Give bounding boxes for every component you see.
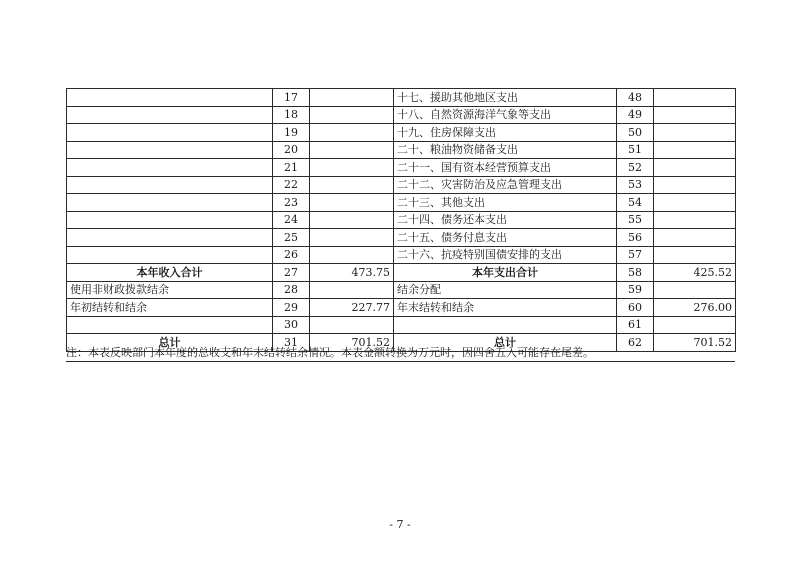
expense-row-number-cell: 61 [617, 316, 654, 334]
income-row-number-cell: 20 [273, 141, 310, 159]
expense-item-cell [394, 316, 617, 334]
income-item-cell [67, 106, 273, 124]
table-row [67, 229, 736, 247]
expense-row-number-cell: 51 [617, 141, 654, 159]
income-item-cell [67, 124, 273, 142]
income-item-cell [67, 211, 273, 229]
expense-item-cell: 二十六、抗疫特别国债安排的支出 [394, 246, 617, 264]
expense-item-cell: 二十三、其他支出 [394, 194, 617, 212]
income-item-cell [67, 316, 273, 334]
income-row-number-cell: 24 [273, 211, 310, 229]
expense-item-cell: 本年支出合计 [394, 264, 617, 282]
income-amount-cell [310, 229, 394, 247]
expense-item-cell: 二十、粮油物资储备支出 [394, 141, 617, 159]
expense-item-cell: 十九、住房保障支出 [394, 124, 617, 142]
table-row [67, 176, 736, 194]
table-row [67, 194, 736, 212]
income-item-cell [67, 89, 273, 107]
income-row-number-cell: 18 [273, 106, 310, 124]
expense-amount-cell [654, 246, 736, 264]
expense-amount-cell [654, 211, 736, 229]
expense-row-number-cell: 55 [617, 211, 654, 229]
income-amount-cell [310, 211, 394, 229]
income-item-cell: 年初结转和结余 [67, 299, 273, 317]
table-row [67, 316, 736, 334]
income-row-number-cell: 31 [273, 334, 310, 352]
expense-row-number-cell: 59 [617, 281, 654, 299]
expense-item-cell: 二十二、灾害防治及应急管理支出 [394, 176, 617, 194]
income-expense-table [66, 88, 736, 352]
income-amount-cell: 701.52 [310, 334, 394, 352]
income-amount-cell: 227.77 [310, 299, 394, 317]
expense-amount-cell [654, 124, 736, 142]
income-amount-cell [310, 141, 394, 159]
income-item-cell: 本年收入合计 [67, 264, 273, 282]
income-row-number-cell: 17 [273, 89, 310, 107]
table-body [67, 89, 736, 352]
income-item-cell: 使用非财政拨款结余 [67, 281, 273, 299]
expense-row-number-cell: 49 [617, 106, 654, 124]
expense-item-cell: 二十四、债务还本支出 [394, 211, 617, 229]
table-row [67, 159, 736, 177]
income-item-cell [67, 159, 273, 177]
expense-row-number-cell: 56 [617, 229, 654, 247]
expense-amount-cell: 276.00 [654, 299, 736, 317]
expense-item-cell: 十七、援助其他地区支出 [394, 89, 617, 107]
expense-item-cell: 总计 [394, 334, 617, 352]
income-row-number-cell: 27 [273, 264, 310, 282]
income-amount-cell [310, 89, 394, 107]
expense-row-number-cell: 50 [617, 124, 654, 142]
expense-amount-cell [654, 106, 736, 124]
expense-amount-cell [654, 159, 736, 177]
expense-amount-cell [654, 176, 736, 194]
table-row [67, 281, 736, 299]
income-amount-cell [310, 316, 394, 334]
income-row-number-cell: 25 [273, 229, 310, 247]
income-amount-cell [310, 159, 394, 177]
expense-amount-cell [654, 316, 736, 334]
table-row [67, 106, 736, 124]
expense-row-number-cell: 57 [617, 246, 654, 264]
income-amount-cell [310, 176, 394, 194]
expense-item-cell: 二十一、国有资本经营预算支出 [394, 159, 617, 177]
expense-row-number-cell: 53 [617, 176, 654, 194]
expense-row-number-cell: 54 [617, 194, 654, 212]
expense-amount-cell [654, 229, 736, 247]
expense-row-number-cell: 48 [617, 89, 654, 107]
expense-amount-cell [654, 194, 736, 212]
income-amount-cell [310, 246, 394, 264]
income-row-number-cell: 21 [273, 159, 310, 177]
income-row-number-cell: 23 [273, 194, 310, 212]
expense-item-cell: 十八、自然资源海洋气象等支出 [394, 106, 617, 124]
divider-line [66, 361, 735, 362]
income-row-number-cell: 26 [273, 246, 310, 264]
income-item-cell [67, 194, 273, 212]
income-row-number-cell: 29 [273, 299, 310, 317]
income-amount-cell: 473.75 [310, 264, 394, 282]
income-item-cell: 总计 [67, 334, 273, 352]
income-item-cell [67, 229, 273, 247]
income-amount-cell [310, 194, 394, 212]
expense-amount-cell: 425.52 [654, 264, 736, 282]
income-amount-cell [310, 281, 394, 299]
expense-amount-cell [654, 141, 736, 159]
income-amount-cell [310, 106, 394, 124]
table-row [67, 124, 736, 142]
table-note: 注：本表反映部门本年度的总收支和年末结转结余情况。本表金额转换为万元时，因四舍五入可能存在尾差。 [66, 346, 594, 359]
income-item-cell [67, 246, 273, 264]
table-row [67, 89, 736, 107]
income-row-number-cell: 22 [273, 176, 310, 194]
income-row-number-cell: 28 [273, 281, 310, 299]
income-item-cell [67, 141, 273, 159]
expense-amount-cell: 701.52 [654, 334, 736, 352]
expense-row-number-cell: 60 [617, 299, 654, 317]
income-amount-cell [310, 124, 394, 142]
table-row [67, 211, 736, 229]
table-row [67, 246, 736, 264]
expense-item-cell: 年末结转和结余 [394, 299, 617, 317]
table-row [67, 299, 736, 317]
expense-row-number-cell: 52 [617, 159, 654, 177]
income-item-cell [67, 176, 273, 194]
expense-amount-cell [654, 89, 736, 107]
expense-amount-cell [654, 281, 736, 299]
table-row [67, 141, 736, 159]
page-number: - 7 - [389, 518, 411, 531]
expense-item-cell: 二十五、债务付息支出 [394, 229, 617, 247]
expense-row-number-cell: 62 [617, 334, 654, 352]
expense-item-cell: 结余分配 [394, 281, 617, 299]
expense-row-number-cell: 58 [617, 264, 654, 282]
income-row-number-cell: 19 [273, 124, 310, 142]
income-row-number-cell: 30 [273, 316, 310, 334]
table-row [67, 264, 736, 282]
